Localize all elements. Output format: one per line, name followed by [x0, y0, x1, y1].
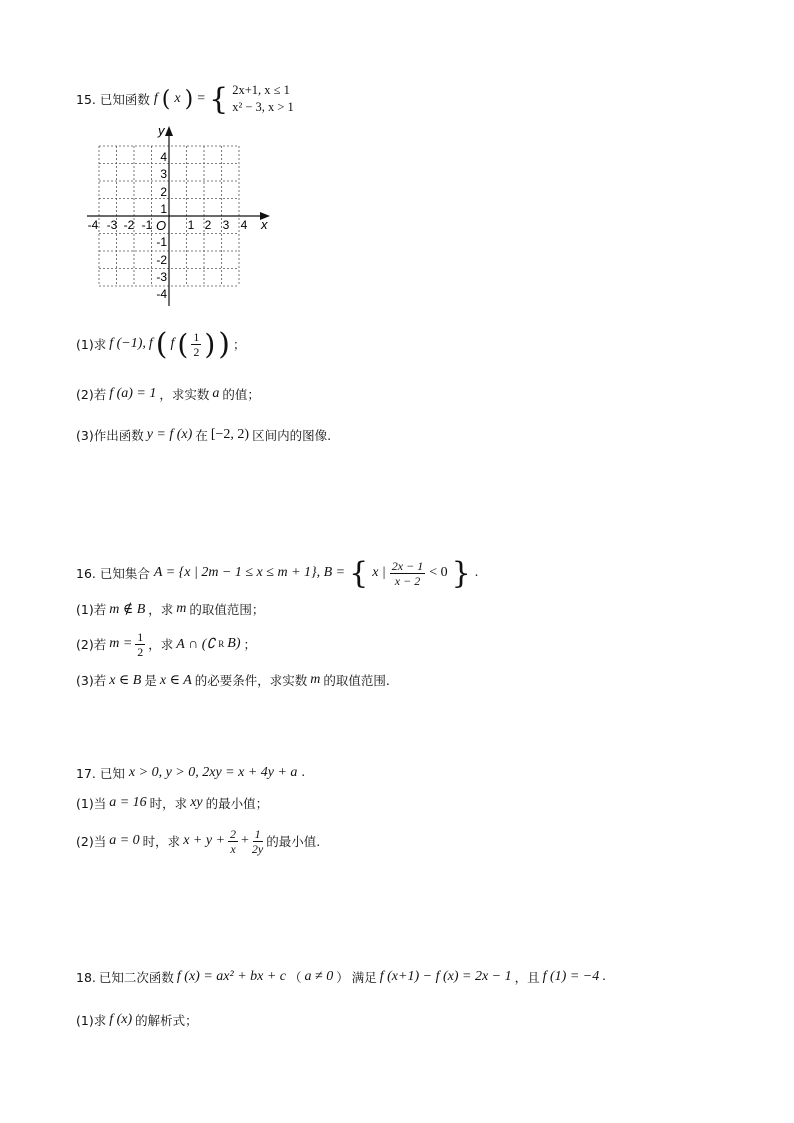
y-tick-label: 2 — [160, 185, 167, 199]
q15-p1-rparen-outer: ) — [218, 326, 230, 362]
q15-p1-f-neg1: f (−1), — [109, 336, 146, 351]
q15-number: 15. — [76, 91, 96, 107]
q16-p3-e2: x ∈ A — [159, 672, 192, 688]
q17-p1-expr: a = 16 — [109, 795, 147, 810]
q16-p1-text: ，求 — [148, 602, 174, 617]
q15-p3-interval: [−2, 2) — [210, 427, 250, 442]
y-tick-label: 1 — [160, 202, 167, 216]
q17-p2-denominator2: 2y — [251, 841, 264, 856]
q15-coordinate-grid — [72, 118, 282, 313]
q15-p1-fraction — [191, 331, 201, 358]
q17-p2-plus: + — [241, 833, 249, 848]
q15-p2-label: (2)若 — [76, 387, 107, 402]
q18-paren-open: （ — [289, 970, 302, 985]
y-tick-label: -1 — [156, 235, 167, 249]
q17-p2-denominator1: x — [230, 841, 236, 856]
q18-p1-expr: f (x) — [109, 1012, 133, 1027]
q15-p2-text: ，求实数 — [159, 387, 210, 402]
q15-p1-rparen-inner: ) — [204, 327, 216, 361]
q16-p3-label: (3)若 — [76, 673, 107, 688]
q15-x: x — [174, 91, 181, 106]
q16-stem — [76, 554, 478, 592]
q16-p1-expr: m ∉ B — [109, 601, 146, 617]
q17-p1-end: 的最小值； — [205, 796, 269, 811]
q16-setB-pre: x | — [372, 565, 386, 580]
q17-p2-numerator1: 2 — [230, 826, 237, 841]
q15-case1: 2x+1, x ≤ 1 — [232, 83, 290, 97]
q18-cond: a ≠ 0 — [304, 969, 334, 984]
q17-end: . — [301, 765, 305, 780]
q16-p2-m: m = — [109, 636, 133, 651]
x-tick-label: 3 — [222, 218, 230, 232]
q18-p1-label: (1)求 — [76, 1013, 107, 1028]
q18-text3: ，且 — [514, 970, 540, 985]
q18-part1 — [76, 1009, 198, 1031]
y-tick-label: -4 — [156, 287, 167, 301]
q18-expr3: f (1) = −4 — [542, 969, 600, 984]
y-axis-label: y — [158, 123, 165, 138]
q15-p2-expr: f (a) = 1 — [109, 386, 157, 401]
q16-p2-denominator: 2 — [137, 644, 144, 659]
q15-piecewise — [232, 82, 294, 116]
x-tick-label: 1 — [187, 218, 195, 232]
q15-p2-var: a — [212, 386, 220, 401]
q16-p2-label: (2)若 — [76, 637, 107, 652]
q16-p1-var: m — [176, 601, 187, 616]
q15-p1-lparen-inner: ( — [177, 327, 189, 361]
q15-fx: f — [153, 91, 158, 106]
q16-setB-numerator: 2x − 1 — [391, 558, 424, 573]
q16-p2-sub: R — [218, 639, 225, 649]
q16-p2-expr: A ∩ (∁ — [176, 636, 216, 652]
q15-p3-expr: y = f (x) — [146, 427, 193, 442]
q15-p1-lparen-outer: ( — [155, 326, 168, 362]
q17-p2-fraction2 — [252, 828, 263, 855]
q16-p3-t1: 是 — [144, 673, 157, 688]
q15-p1-numerator: 1 — [193, 329, 200, 344]
q17-p2-numerator2: 1 — [254, 826, 261, 841]
q18-number: 18. — [76, 969, 96, 985]
x-tick-label: -4 — [87, 218, 99, 232]
q17-p2-text: 时，求 — [142, 834, 181, 849]
x-tick-label: -1 — [141, 218, 153, 232]
q16-number: 16. — [76, 565, 96, 581]
q16-p1-label: (1)若 — [76, 602, 107, 617]
q16-p3-t2: 的必要条件，求实数 — [194, 673, 308, 688]
q15-p1-label: (1)求 — [76, 337, 107, 352]
x-tick-label: -2 — [123, 218, 135, 232]
q15-p2-end: 的值； — [222, 387, 260, 402]
q15-p1-f-outer: f — [148, 336, 153, 351]
q16-part2 — [76, 626, 256, 662]
q17-p2-expr: a = 0 — [109, 833, 140, 848]
q16-setB-rbrace-icon: } — [451, 555, 471, 591]
q17-p2-fraction1 — [228, 828, 238, 855]
q15-intro: 已知函数 — [99, 92, 150, 107]
x-tick-label: 4 — [240, 218, 248, 232]
q16-end: . — [474, 565, 479, 580]
q15-p3-in: 在 — [195, 428, 208, 443]
q16-setB-post: < 0 — [429, 565, 448, 580]
q16-setB-lbrace-icon: { — [349, 555, 369, 591]
q18-paren-close: ） — [336, 970, 349, 985]
origin-label: O — [156, 218, 167, 233]
q16-setB-fraction — [390, 560, 425, 587]
q17-part1 — [76, 792, 268, 814]
q17-p1-label: (1)当 — [76, 796, 107, 811]
q17-p1-text: 时，求 — [149, 796, 188, 811]
q15-p3-end: 区间内的图像. — [252, 428, 332, 443]
q16-p3-end: 的取值范围. — [323, 673, 390, 688]
y-tick-label: -3 — [156, 270, 167, 284]
y-tick-label: -2 — [156, 253, 167, 267]
q15-part3 — [76, 424, 331, 446]
x-tick-label: 2 — [204, 218, 212, 232]
q15-p1-end: ； — [232, 337, 246, 352]
q16-p2-numerator: 1 — [137, 629, 144, 644]
q18-text2: 满足 — [351, 970, 377, 985]
q17-p2-pre: x + y + — [183, 833, 226, 848]
q15-p3-label: (3)作出函数 — [76, 428, 144, 443]
q17-number: 17. — [76, 765, 96, 781]
q17-p2-label: (2)当 — [76, 834, 107, 849]
q16-part1 — [76, 598, 264, 620]
q16-p3-e1: x ∈ B — [109, 672, 142, 688]
q15-case2: x² − 3, x > 1 — [232, 100, 294, 114]
q17-part2 — [76, 821, 320, 861]
q15-brace-icon: { — [209, 81, 229, 117]
q16-intro: 已知集合 — [99, 566, 150, 581]
q16-setA: A = {x | 2m − 1 ≤ x ≤ m + 1}, B = — [153, 565, 346, 580]
q15-equals: = — [197, 91, 206, 106]
q18-expr1: f (x) = ax² + bx + c — [176, 969, 287, 984]
q15-p1-denominator: 2 — [193, 344, 200, 359]
q17-stem — [76, 762, 305, 784]
q18-end: . — [602, 969, 606, 984]
q16-p1-end: 的取值范围； — [189, 602, 265, 617]
x-tick-label: -3 — [106, 218, 118, 232]
q17-p2-end: 的最小值. — [266, 834, 321, 849]
q16-p2-fraction — [135, 631, 145, 658]
q16-part3 — [76, 669, 390, 691]
q18-intro: 已知二次函数 — [98, 970, 174, 985]
q16-p3-var: m — [310, 672, 321, 687]
q16-p2-text: ，求 — [148, 637, 174, 652]
q16-p2-expr2: B) — [227, 636, 241, 651]
q18-p1-end: 的解析式； — [135, 1013, 198, 1028]
q16-p2-end: ； — [243, 637, 257, 652]
x-axis-label: x — [261, 217, 268, 232]
q18-stem — [76, 966, 606, 988]
q17-intro: 已知 — [99, 766, 125, 781]
y-tick-label: 3 — [160, 167, 167, 181]
q15-part2 — [76, 383, 260, 405]
q15-rparen: ) — [184, 86, 194, 112]
y-tick-label: 4 — [160, 150, 167, 164]
q17-cond: x > 0, y > 0, 2xy = x + 4y + a — [128, 765, 298, 780]
y-axis-arrow-icon — [165, 126, 173, 136]
q15-lparen: ( — [161, 86, 171, 112]
q18-expr2: f (x+1) − f (x) = 2x − 1 — [379, 969, 512, 984]
q15-p1-f-inner: f — [170, 336, 175, 351]
q15-stem — [76, 82, 294, 116]
q16-setB-denominator: x − 2 — [394, 573, 421, 588]
q15-part1 — [76, 326, 246, 362]
q17-p1-var: xy — [190, 795, 203, 810]
